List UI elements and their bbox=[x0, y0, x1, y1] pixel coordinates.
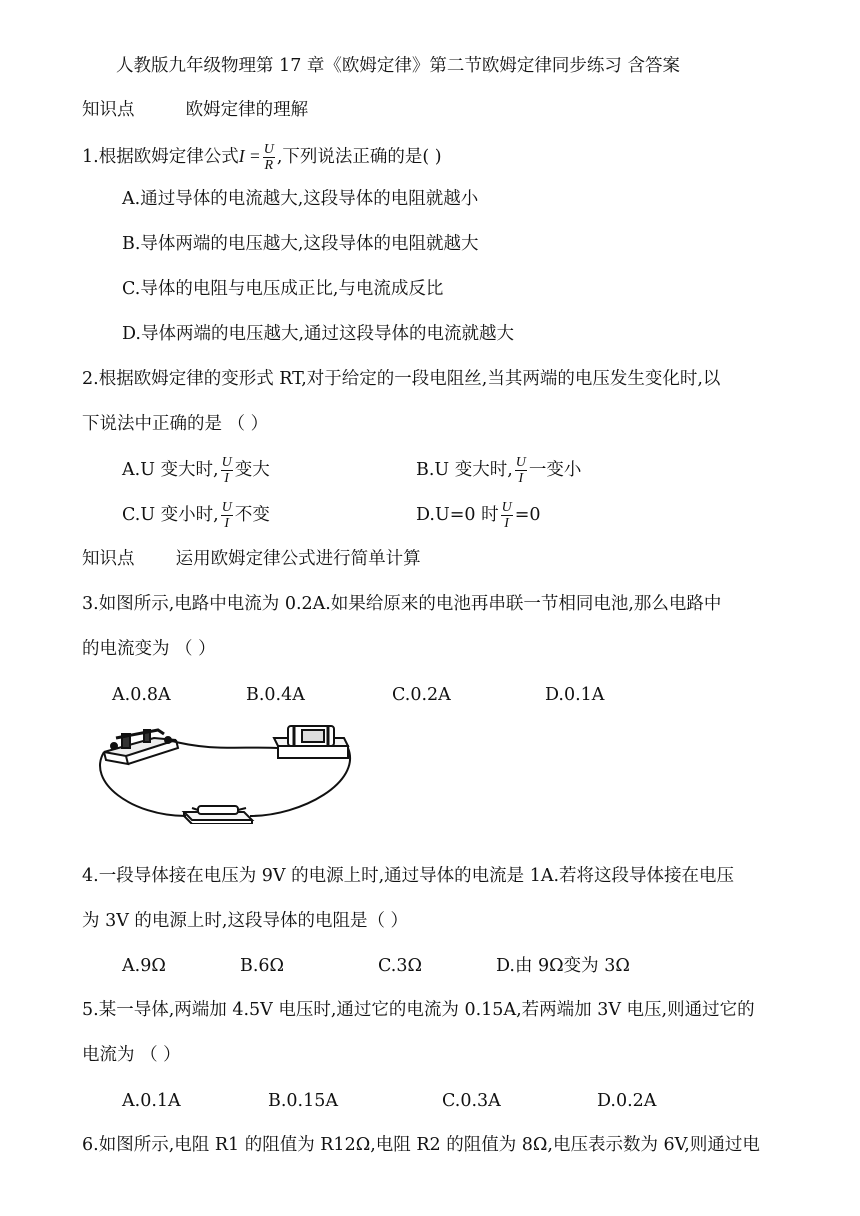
q2-option-c bbox=[122, 500, 270, 531]
q2-frac-den: I bbox=[224, 471, 229, 486]
q2-option-c-suffix: 不变 bbox=[234, 505, 270, 525]
q4-option-a: A.9Ω bbox=[122, 956, 166, 976]
question-5-line-1: 5.某一导体,两端加 4.5V 电压时,通过它的电流为 0.15A,若两端加 3V 电压,则通过它的 bbox=[82, 1000, 755, 1020]
q2-option-d bbox=[416, 500, 541, 531]
question-4-line-2: 为 3V 的电源上时,这段导体的电阻是（ ） bbox=[82, 911, 409, 931]
q1-formula-lhs: I = bbox=[238, 146, 261, 166]
q2-option-b-text: B.U 变大时, bbox=[416, 460, 513, 480]
q1-stem-before: 1.根据欧姆定律公式 bbox=[82, 147, 239, 167]
section-label: 知识点 bbox=[82, 549, 135, 569]
q2-frac-num: U bbox=[501, 500, 512, 515]
document-title: 人教版九年级物理第 17 章《欧姆定律》第二节欧姆定律同步练习 含答案 bbox=[116, 56, 680, 76]
q2-option-b-suffix: 一变小 bbox=[528, 460, 582, 480]
q2-option-a bbox=[122, 455, 270, 486]
question-4-line-1: 4.一段导体接在电压为 9V 的电源上时,通过导体的电流是 1A.若将这段导体接在电压 bbox=[82, 866, 735, 886]
q5-option-a: A.0.1A bbox=[122, 1091, 181, 1111]
section-heading-2 bbox=[82, 547, 421, 571]
switch-image bbox=[104, 730, 178, 764]
q1-formula-den: R bbox=[264, 158, 274, 173]
q2-option-a-text: A.U 变大时, bbox=[122, 460, 219, 480]
q2-option-d-suffix: =0 bbox=[514, 505, 541, 525]
battery-image bbox=[274, 726, 348, 758]
section-text: 运用欧姆定律公式进行简单计算 bbox=[175, 549, 421, 569]
q2-frac-num: U bbox=[221, 500, 232, 515]
q3-option-d: D.0.1A bbox=[545, 685, 605, 705]
question-1-stem bbox=[82, 142, 442, 173]
q2-fraction bbox=[501, 500, 513, 531]
circuit-diagram bbox=[92, 712, 354, 824]
q1-option-d: D.导体两端的电压越大,通过这段导体的电流就越大 bbox=[122, 324, 515, 344]
q4-option-b: B.6Ω bbox=[240, 956, 285, 976]
section-text: 欧姆定律的理解 bbox=[185, 100, 309, 120]
q5-option-b: B.0.15A bbox=[268, 1091, 339, 1111]
section-label: 知识点 bbox=[82, 100, 135, 120]
question-6-line-1: 6.如图所示,电阻 R1 的阻值为 R12Ω,电阻 R2 的阻值为 8Ω,电压表示数为 6V,则通过电 bbox=[82, 1135, 760, 1155]
q1-formula-fraction bbox=[263, 142, 275, 173]
q5-option-c: C.0.3A bbox=[442, 1091, 501, 1111]
q2-option-d-text: D.U=0 时 bbox=[416, 505, 499, 525]
section-heading-1 bbox=[82, 98, 308, 122]
q3-option-c: C.0.2A bbox=[392, 685, 451, 705]
q2-frac-num: U bbox=[515, 455, 526, 470]
q2-fraction bbox=[221, 500, 233, 531]
q1-formula-num: U bbox=[263, 142, 274, 157]
q3-option-a: A.0.8A bbox=[112, 685, 171, 705]
question-3-line-2: 的电流变为 （ ） bbox=[82, 639, 216, 659]
q3-option-b: B.0.4A bbox=[246, 685, 305, 705]
q2-frac-den: I bbox=[518, 471, 524, 486]
q4-option-c: C.3Ω bbox=[378, 956, 422, 976]
q2-option-c-text: C.U 变小时, bbox=[122, 505, 219, 525]
resistor-image bbox=[184, 806, 252, 824]
question-5-line-2: 电流为 （ ） bbox=[82, 1045, 181, 1065]
question-3-line-1: 3.如图所示,电路中电流为 0.2A.如果给原来的电池再串联一节相同电池,那么电路中 bbox=[82, 594, 722, 614]
q4-option-d: D.由 9Ω变为 3Ω bbox=[496, 956, 630, 976]
q1-option-c: C.导体的电阻与电压成正比,与电流成反比 bbox=[122, 279, 444, 299]
q2-fraction bbox=[221, 455, 233, 486]
q2-option-b bbox=[416, 455, 581, 486]
q5-option-d: D.0.2A bbox=[597, 1091, 657, 1111]
q1-stem-after: ,下列说法正确的是( ) bbox=[276, 147, 442, 167]
q2-frac-den: I bbox=[224, 516, 230, 531]
q2-option-a-suffix: 变大 bbox=[234, 460, 270, 480]
q2-frac-den: I bbox=[504, 516, 509, 531]
q2-frac-num: U bbox=[221, 455, 232, 470]
q1-option-b: B.导体两端的电压越大,这段导体的电阻就越大 bbox=[122, 234, 479, 254]
question-2-line-2: 下说法中正确的是 （ ） bbox=[82, 414, 269, 434]
q2-fraction bbox=[515, 455, 527, 486]
question-2-line-1: 2.根据欧姆定律的变形式 RT,对于给定的一段电阻丝,当其两端的电压发生变化时,以 bbox=[82, 369, 721, 389]
q1-option-a: A.通过导体的电流越大,这段导体的电阻就越小 bbox=[122, 189, 479, 209]
